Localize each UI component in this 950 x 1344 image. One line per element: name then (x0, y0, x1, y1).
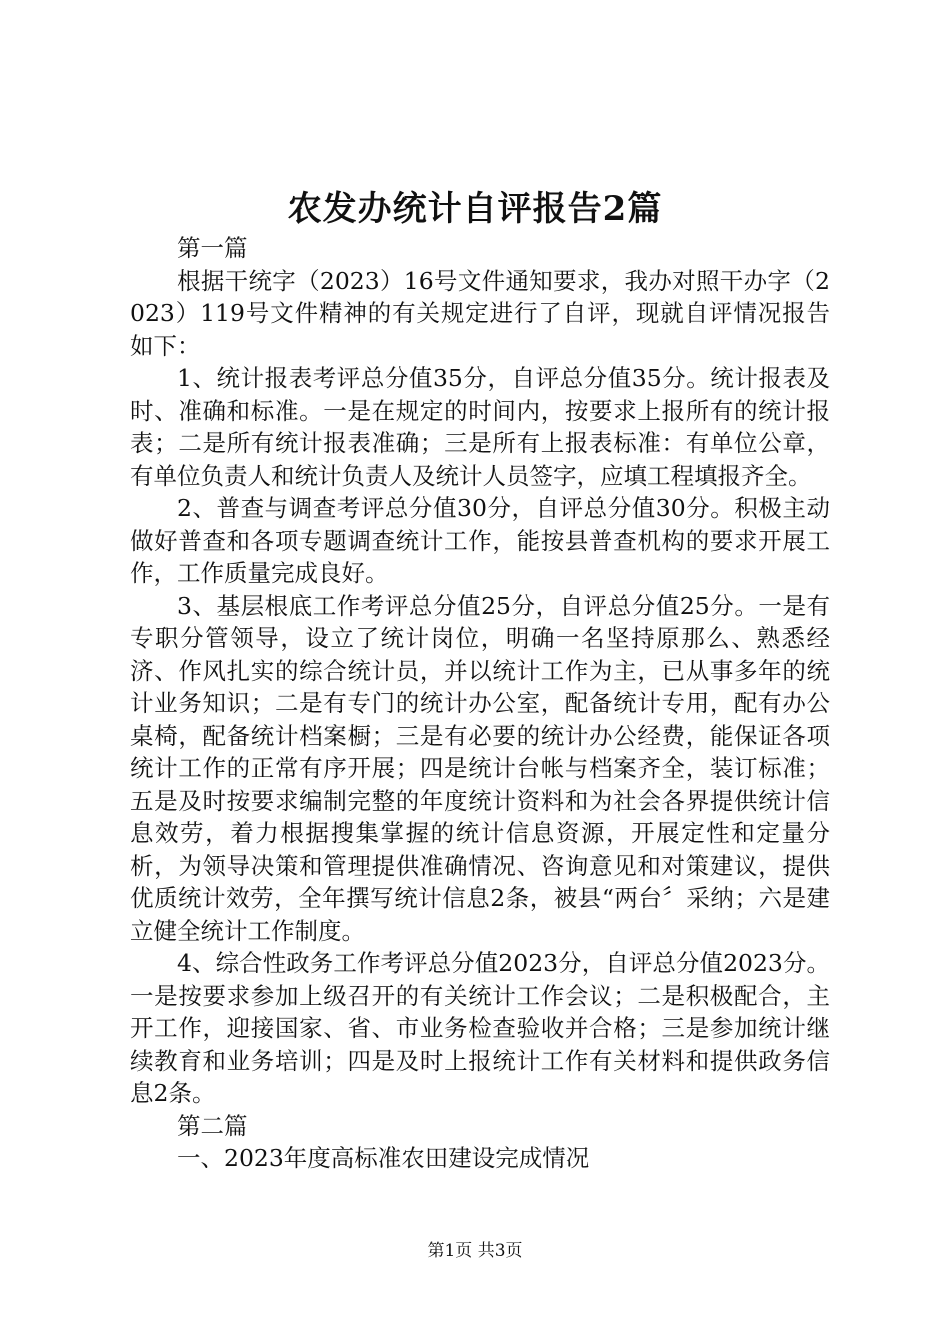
document-title: 农发办统计自评报告2篇 (287, 189, 663, 229)
paragraph-item-3: 3、基层根底工作考评总分值25分，自评总分值25分。一是有专职分管领导，设立了统计岗位，明确一名坚持原那么、熟悉经济、作风扎实的综合统计员，并以统计工作为主，已从事多年的统计业务知识；二是有专门的统计办公室，配备统计专用，配有办公桌椅，配备统计档案橱；三是有必要的统计办公经费，能保证各项统计工作的正常有序开展；四是统计台帐与档案齐全，装订标准；五是及时按要求编制完整的年度统计资料和为社会各界提供统计信息效劳，着力根据搜集掌握的统计信息资源，开展定性和定量分析，为领导决策和管理提供准确情况、咨询意见和对策建议，提供优质统计效劳，全年撰写统计信息2条，被县“两台〞采纳；六是建立健全统计工作制度。 (130, 591, 830, 945)
section-heading-1: 第一篇 (177, 234, 248, 262)
document-body (130, 232, 830, 1175)
subsection-heading: 一、2023年度高标准农田建设完成情况 (177, 1144, 590, 1172)
paragraph-item-1: 1、统计报表考评总分值35分，自评总分值35分。统计报表及时、准确和标准。一是在规定的时间内，按要求上报所有的统计报表；二是所有统计报表准确；三是所有上报表标准：有单位公章，有单位负责人和统计负责人及统计人员签字，应填工程填报齐全。 (130, 364, 830, 490)
page-footer: 第1页 共3页 (427, 1241, 523, 1261)
paragraph-item-2: 2、普查与调查考评总分值30分，自评总分值30分。积极主动做好普查和各项专题调查统计工作，能按县普查机构的要求开展工作，工作质量完成良好。 (130, 494, 830, 587)
section-heading-2: 第二篇 (177, 1111, 248, 1140)
paragraph-item-4: 4、综合性政务工作考评总分值2023分，自评总分值2023分。一是按要求参加上级召开的有关统计工作会议；二是积极配合，主开工作，迎接国家、省、市业务检查验收并合格；三是参加统计继续教育和业务培训；四是及时上报统计工作有关材料和提供政务信息2条。 (130, 949, 830, 1107)
intro-paragraph: 根据干统字（2023）16号文件通知要求，我办对照干办字（2023）119号文件精神的有关规定进行了自评，现就自评情况报告如下： (130, 266, 830, 360)
